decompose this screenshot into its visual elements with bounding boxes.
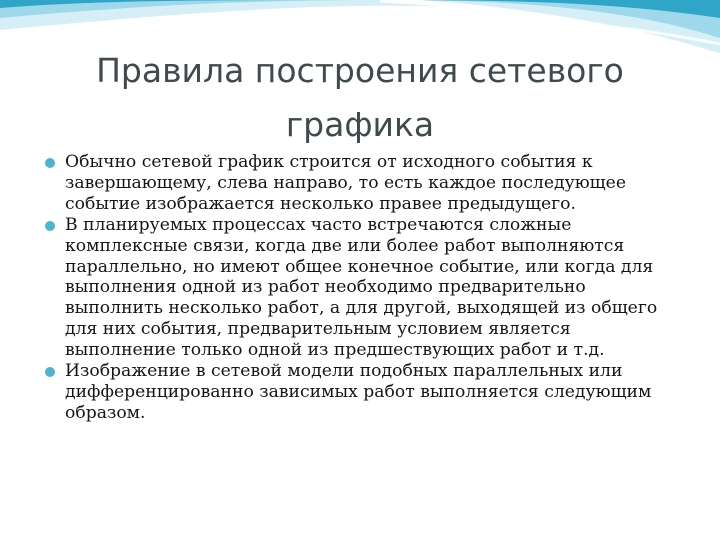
bullet-list [44,152,684,424]
bullet-dot-icon [45,221,55,231]
bullet-text: Обычно сетевой график строится от исходного события к завершающему, слева направо, то есть каждое последующее событие изображается несколько правее предыдущего. [65,152,626,214]
bullet-text: В планируемых процессах часто встречаются сложные комплексные связи, когда две или более работ выполняются параллельно, но имеют общее конечное событие, или когда для выполнения одной из работ необходимо предварительно выполнить несколько работ, а для другой, выходящей из общего для них события, предварительным условием является выполнение только одной из предшествующих работ и т.д. [65,214,658,361]
bullet-item [44,361,684,424]
bullet-item [44,215,684,361]
bullet-text: Изображение в сетевой модели подобных параллельных или дифференцированно зависимых работ выполняется следующим образом. [65,361,652,423]
bullet-item [44,152,684,215]
bullet-dot-icon [45,158,55,168]
slide-title: Правила построения сетевого графика [96,51,624,144]
bullet-dot-icon [45,367,55,377]
